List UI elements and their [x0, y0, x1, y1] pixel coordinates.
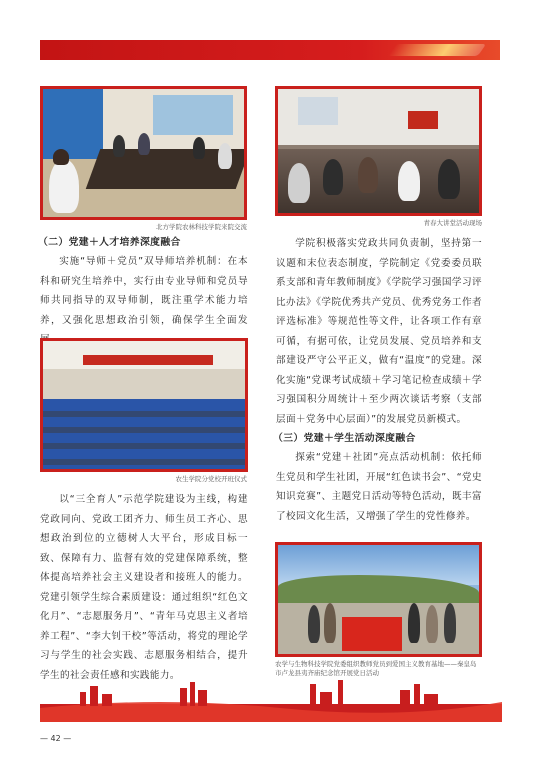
photo-lecture-hall: [275, 86, 482, 216]
section2-para1: 实施“导师＋党员”双导师培养机制：在本科和研究生培养中，实行由专业导师和党员导师共同指导的双导师制，既注重学术能力培养，又强化思想政治引领，确保学生全面发: [40, 256, 248, 326]
header-banner: [40, 40, 500, 60]
right-para1: 学院积极落实党政共同负责制，坚持第一议题和末位表态制度，学院制定《党委委员联系支部和青年教师制度》《学院学习强国学习评比办法》《学院优秀共产党员、优秀党务工作者评选标准》等规范性等文件，让各项工作有章可循，有据可依，让党员发展、党员培养和支部建设严守公平正义，做有“温度”的党建。深化实施“党课考试成绩＋学习笔记检查成绩＋学习强国积分周统计＋至少两次谈话考察（支部层面＋党务中心层面）”的发展党员新模式。: [276, 238, 482, 425]
photo2-caption: 青春大讲堂活动现场: [423, 219, 482, 227]
section2-heading: （二）党建＋人才培养深度融合: [38, 237, 181, 248]
photo1-caption: 北方学院农林科技学院来院交流: [156, 223, 247, 231]
photo-outdoor-group-flag: [275, 542, 482, 657]
photo-meeting-exchange: [40, 86, 247, 220]
footer-cityscape: [40, 678, 502, 722]
photo4-caption: 农学与生物科技学院党委组织教师党员到爱国主义教育基地——秦皇岛市卢龙县夷齐庙纪念馆开展党日活动: [275, 660, 477, 677]
photo3-caption: 农生学院分党校开班仪式: [175, 475, 247, 483]
section2-para2: 以“三全育人”示范学院建设为主线，构建党政同向、党政工团齐力、师生员工齐心、思想政治到位的立德树人大平台，形成目标一致、保障有力、监督有效的党建保障系统，整体提高培养社会主义建设者和接班人的能力。党建引领学生综合素质建设：通过组织“红色文化月”、“志愿服务月”、“青年马克思主义者培养工程”、“李大钊干校”等活动，将党的理论学习与学生的社会实践、志愿服务相结合，提升学生的社会责任感和实践能力。: [40, 494, 248, 681]
banner-streak: [388, 44, 486, 56]
page-number: — 42 —: [40, 734, 72, 743]
section3-para: 探索“党建＋社团”亮点活动机制：依托师生党员和学生社团，开展“红色读书会”、“党史知识竞赛”、主题党日活动等特色活动，既丰富了校园文化生活，又增强了学生的党性修养。: [276, 452, 482, 522]
photo-auditorium-ceremony: [40, 338, 248, 472]
section3-heading: （三）党建＋学生活动深度融合: [273, 433, 416, 444]
